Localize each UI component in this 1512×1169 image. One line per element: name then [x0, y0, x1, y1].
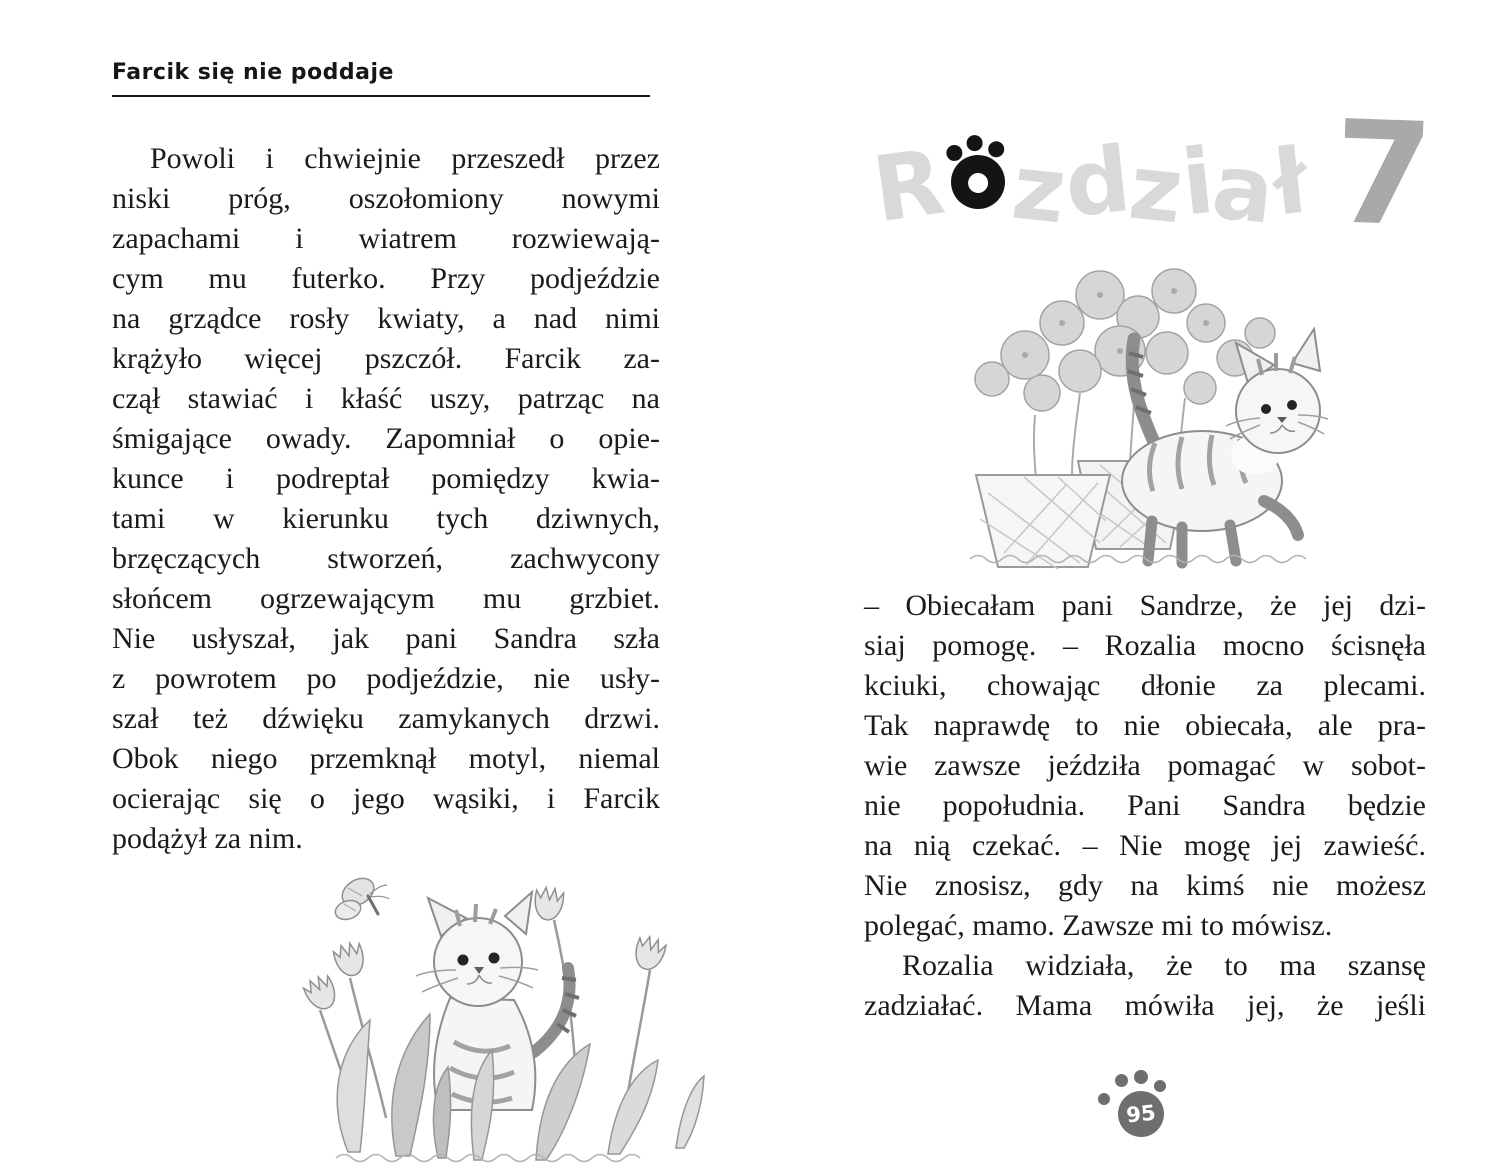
text-line: podążył za nim.: [112, 822, 303, 855]
kitten-tulips-butterfly-illustration: [278, 852, 708, 1164]
chapter-letter: z: [1124, 134, 1188, 245]
text-line: ocierając się o jego wąsiki, i Farcik: [112, 782, 660, 815]
paw-toe-icon: [1115, 1074, 1128, 1087]
text-line: zapachami i wiatrem rozwiewają-: [112, 222, 660, 255]
chapter-letter: i: [1176, 128, 1219, 237]
right-page-text: [864, 586, 1426, 1026]
text-line: nie popołudnia. Pani Sandra będzie: [864, 789, 1426, 822]
text-line: Powoli i chwiejnie przeszedł przez: [150, 142, 660, 175]
text-line: polegać, mamo. Zawsze mi to mówisz.: [864, 909, 1333, 942]
grass-line: [336, 1155, 640, 1162]
chapter-letter: ł: [1268, 128, 1313, 237]
text-line: Nie usłyszał, jak pani Sandra szła: [112, 622, 660, 655]
text-line: kunce i podreptał pomiędzy kwia-: [112, 462, 660, 495]
left-page-text: [112, 139, 660, 859]
butterfly-icon: [333, 873, 389, 923]
text-line: słońcem ogrzewającym mu grzbiet.: [112, 582, 660, 615]
text-line: Rozalia widziała, że to ma szansę: [902, 949, 1426, 982]
text-line: Tak naprawdę to nie obiecała, ale pra-: [864, 709, 1426, 742]
chapter-letter: d: [1059, 126, 1135, 239]
text-line: czął stawiać i kłaść uszy, patrząc na: [112, 382, 660, 415]
text-line: brzęczących stworzeń, zachwycony: [112, 542, 660, 575]
paw-toe-icon: [1134, 1070, 1148, 1084]
text-line: niski próg, oszołomiony nowymi: [112, 182, 660, 215]
page-number: 95: [1116, 1089, 1167, 1140]
running-header: Farcik się nie poddaje: [112, 60, 394, 85]
text-line: siaj pomogę. – Rozalia mocno ścisnęła: [864, 629, 1426, 662]
kitten-flowerpots-illustration: [930, 243, 1345, 575]
text-line: zadziałać. Mama mówiła jej, że jeśli: [864, 989, 1426, 1022]
chapter-letter-R: R: [866, 129, 951, 244]
paw-toe-icon: [1154, 1080, 1166, 1092]
text-line: na nią czekać. – Nie mogę jej zawieść.: [864, 829, 1426, 862]
page-number-paw: [1096, 1070, 1178, 1142]
header-rule: [112, 95, 650, 97]
text-line: – Obiecałam pani Sandrze, że jej dzi-: [864, 589, 1426, 622]
geranium-flowers: [975, 269, 1275, 411]
text-line: wie zawsze jeździła pomagać w sobot-: [864, 749, 1426, 782]
chapter-word-rest: [1007, 126, 1313, 245]
text-line: śmigające owady. Zapomniał o opie-: [112, 422, 660, 455]
chapter-number: 7: [1330, 90, 1436, 259]
text-line: na grządce rosły kwiaty, a nad nimi: [112, 302, 660, 335]
text-line: Obok niego przemknął motyl, niemal: [112, 742, 660, 775]
paw-icon: [949, 153, 1008, 212]
text-line: kciuki, chowając dłonie za plecami.: [864, 669, 1426, 702]
chapter-letter: z: [1007, 134, 1071, 245]
text-line: krążyło więcej pszczół. Farcik za-: [112, 342, 660, 375]
chapter-letter: a: [1207, 134, 1280, 245]
text-line: tami w kierunku tych dziwnych,: [112, 502, 660, 535]
text-line: szał też dźwięku zamykanych drzwi.: [112, 702, 660, 735]
text-line: cym mu futerko. Przy podjeździe: [112, 262, 660, 295]
paw-toe-icon: [1098, 1093, 1110, 1105]
text-line: z powrotem po podjeździe, nie usły-: [112, 662, 660, 695]
chapter-title: [866, 90, 1436, 259]
text-line: Nie znosisz, gdy na kimś nie możesz: [864, 869, 1426, 902]
